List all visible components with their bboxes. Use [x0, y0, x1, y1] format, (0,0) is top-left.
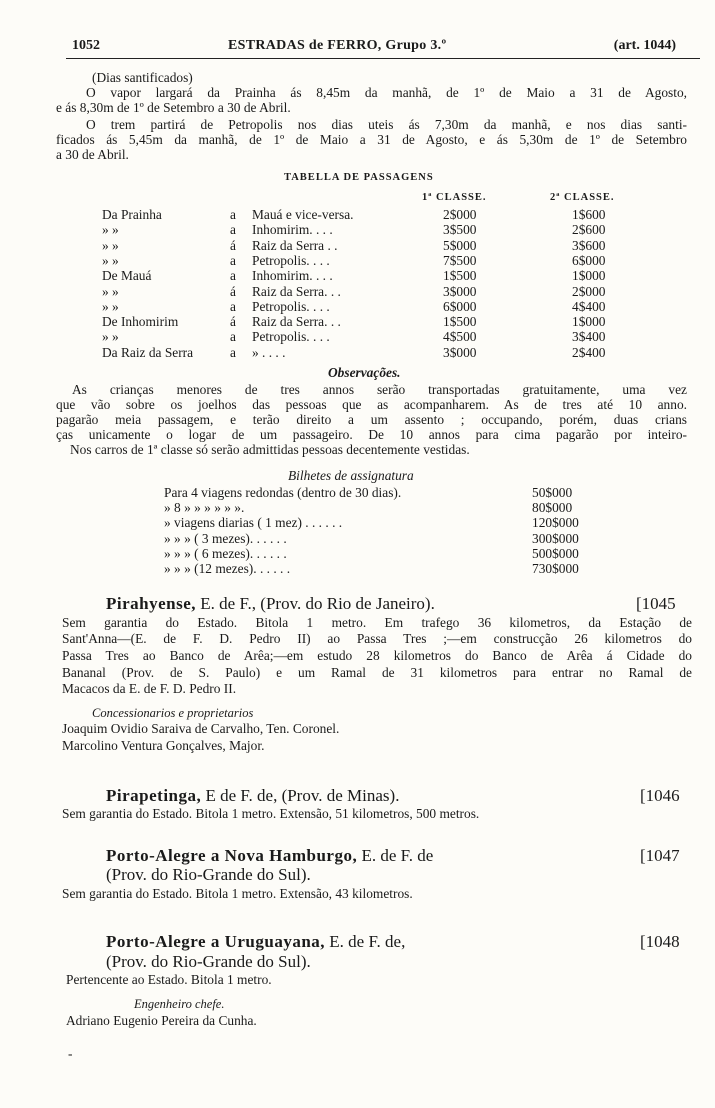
subscriptions-title: Bilhetes de assignatura: [288, 468, 414, 483]
entry-line: Macacos da E. de F. D. Pedro II.: [62, 681, 237, 696]
subscription-label: » » » ( 3 mezes). . . . . .: [164, 530, 287, 546]
entry-number: [1045: [636, 594, 676, 613]
entry-line: Passa Tres ao Banco de Arêa;—em estudo 28 kilometros do Banco de Arêa á Cidade do: [62, 648, 692, 663]
entry-title-1045: [106, 594, 435, 614]
fare-preposition: a: [230, 298, 236, 314]
subscription-price: 50$000: [532, 485, 573, 500]
fare-from: » »: [102, 298, 119, 314]
running-header: [66, 36, 700, 59]
fare-destination: Mauá e vice-versa.: [252, 207, 354, 222]
article-ref: (art. 1044): [613, 38, 676, 53]
observations-line: que vão sobre os joelhos das pessoas que as acompanharem. As de tres até 10 anno.: [56, 397, 687, 412]
page-number: 1052: [72, 38, 100, 53]
fare-first-class: 1$500: [443, 268, 477, 284]
entry-name: Porto-Alegre a Uruguayana,: [106, 932, 326, 951]
fare-second-class: 4$400: [572, 298, 606, 314]
fare-preposition: á: [230, 237, 236, 253]
entry-line: Sem garantia do Estado. Bitola 1 metro. Extensão, 51 kilometros, 500 metros.: [62, 806, 480, 821]
fare-preposition: a: [230, 207, 236, 222]
fare-destination: Inhomirim. . . .: [252, 222, 333, 238]
entry-title-line2: (Prov. do Rio-Grande do Sul).: [106, 865, 311, 884]
fare-destination: Petropolis. . . .: [252, 252, 330, 268]
entry-title-1047: [106, 846, 433, 866]
fare-second-class: 2$000: [572, 283, 606, 299]
observations-title: Observações.: [328, 365, 401, 380]
entry-number: [1046: [640, 786, 680, 805]
entry-line: Pertencente ao Estado. Bitola 1 metro.: [66, 972, 272, 987]
fare-first-class: 7$500: [443, 252, 477, 268]
fare-destination: Raiz da Serra. . .: [252, 283, 341, 299]
fare-second-class: 2$400: [572, 344, 606, 360]
fare-first-class: 1$500: [443, 314, 477, 330]
entry-title-rest: E. de F. de,: [325, 932, 406, 951]
fare-first-class: 3$500: [443, 222, 477, 238]
entry-title-rest: E. de F., (Prov. do Rio de Janeiro).: [196, 594, 435, 613]
entry-number: [1048: [640, 932, 680, 951]
fare-from: Da Raiz da Serra: [102, 344, 194, 360]
fare-preposition: á: [230, 283, 236, 299]
subscription-label: » » » (12 mezes). . . . . .: [164, 561, 291, 576]
intro-line: O vapor largará da Prainha ás 8,45m da manhã, de 1º de Maio a 31 de Agosto,: [86, 85, 687, 100]
subscription-label: » 8 » » » » » ».: [164, 500, 245, 516]
fare-second-class: 3$600: [572, 237, 606, 253]
fare-first-class: 2$000: [443, 207, 477, 222]
fare-destination: Inhomirim. . . .: [252, 268, 333, 284]
subscription-price: 500$000: [532, 545, 579, 561]
fare-preposition: a: [230, 268, 236, 284]
fare-preposition: a: [230, 252, 236, 268]
entry-person: Marcolino Ventura Gonçalves, Major.: [62, 738, 265, 753]
entry-person: Adriano Eugenio Pereira da Cunha.: [66, 1013, 257, 1028]
entry-person: Joaquim Ovidio Saraiva de Carvalho, Ten. Coronel.: [62, 721, 340, 736]
entry-subtitle: Engenheiro chefe.: [134, 997, 225, 1011]
fare-preposition: á: [230, 314, 236, 330]
entry-name: Pirapetinga,: [106, 786, 202, 805]
fare-preposition: a: [230, 222, 236, 238]
fare-second-class: 1$000: [572, 268, 606, 284]
fare-first-class: 5$000: [443, 237, 477, 253]
entry-line: Sem garantia do Estado. Bitola 1 metro. Em trafego 36 kilometros, da Estação de: [62, 615, 692, 630]
subscription-price: 730$000: [532, 561, 579, 576]
fare-destination: Raiz da Serra . .: [252, 237, 338, 253]
entry-number: [1047: [640, 846, 680, 865]
entry-line: Sant'Anna—(E. de F. D. Pedro II) ao Passa Tres ;—em construcção 26 kilometros do: [62, 631, 692, 646]
intro-line: a 30 de Abril.: [56, 147, 129, 162]
fare-from: » »: [102, 252, 119, 268]
entry-title-1046: [106, 786, 399, 806]
intro-line: ficados ás 5,45m da manhã, de 1º de Maio a 31 de Agosto, e ás 5,30m de 1º de Setembro: [56, 132, 687, 147]
fare-second-class: 3$400: [572, 329, 606, 345]
observations-line: pagarão meia passagem, e terão direito a um assento ; occupando, porém, duas crians: [56, 412, 687, 427]
fare-preposition: a: [230, 344, 236, 360]
fare-table-title: TABELLA DE PASSAGENS: [284, 172, 434, 183]
fare-second-class: 2$600: [572, 222, 606, 238]
entry-title-line2: (Prov. do Rio-Grande do Sul).: [106, 952, 311, 971]
fare-first-class: 4$500: [443, 329, 477, 345]
fare-second-class: 6$000: [572, 252, 606, 268]
fare-from: » »: [102, 283, 119, 299]
entry-subtitle: Concessionarios e proprietarios: [92, 706, 254, 720]
fare-from: » »: [102, 237, 119, 253]
fare-from: De Inhomirim: [102, 314, 179, 330]
footer-mark: -: [68, 1046, 73, 1061]
subscription-price: 80$000: [532, 500, 573, 516]
fare-second-class: 1$000: [572, 314, 606, 330]
fare-destination: » . . . .: [252, 344, 286, 360]
entry-line: Sem garantia do Estado. Bitola 1 metro. Extensão, 43 kilometros.: [62, 886, 413, 901]
fare-first-class: 3$000: [443, 283, 477, 299]
subscription-price: 120$000: [532, 515, 579, 531]
fare-from: » »: [102, 329, 119, 345]
fare-col-first-class: 1ª CLASSE.: [422, 192, 487, 203]
entry-title-rest: E de F. de, (Prov. de Minas).: [201, 786, 400, 805]
entry-line: Bananal (Prov. de S. Paulo) e um Ramal de 31 kilometros para entrar no Ramal de: [62, 665, 692, 680]
subscription-label: Para 4 viagens redondas (dentro de 30 dias).: [164, 485, 402, 500]
intro-line: e ás 8,30m de 1º de Setembro a 30 de Abril.: [56, 100, 291, 115]
fare-destination: Petropolis. . . .: [252, 298, 330, 314]
intro-heading: (Dias santificados): [92, 70, 193, 85]
intro-line: O trem partirá de Petropolis nos dias uteis ás 7,30m da manhã, e nos dias santi-: [86, 117, 687, 132]
subscription-label: » viagens diarias ( 1 mez) . . . . . .: [164, 515, 343, 531]
entry-title-rest: E. de F. de: [357, 846, 434, 865]
observations-line: As crianças menores de tres annos serão transportadas gratuitamente, uma vez: [72, 382, 687, 397]
fare-from: Da Prainha: [102, 207, 162, 222]
observations-line: ças unicamente o logar de um passageiro. De 10 annos para cima pagarão por inteiro-: [56, 427, 687, 442]
fare-second-class: 1$600: [572, 207, 606, 222]
fare-from: De Mauá: [102, 268, 152, 284]
entry-name: Pirahyense,: [106, 594, 197, 613]
observations-line: Nos carros de 1ª classe só serão admittidas pessoas decentemente vestidas.: [70, 442, 470, 457]
fare-from: » »: [102, 222, 119, 238]
fare-destination: Raiz da Serra. . .: [252, 314, 341, 330]
subscription-price: 300$000: [532, 530, 579, 546]
fare-col-second-class: 2ª CLASSE.: [550, 192, 615, 203]
fare-first-class: 6$000: [443, 298, 477, 314]
fare-preposition: a: [230, 329, 236, 345]
entry-title-1048: [106, 932, 405, 952]
entry-name: Porto-Alegre a Nova Hamburgo,: [106, 846, 358, 865]
running-title: ESTRADAS de FERRO, Grupo 3.º: [228, 38, 447, 53]
subscription-label: » » » ( 6 mezes). . . . . .: [164, 545, 287, 561]
fare-destination: Petropolis. . . .: [252, 329, 330, 345]
fare-first-class: 3$000: [443, 344, 477, 360]
